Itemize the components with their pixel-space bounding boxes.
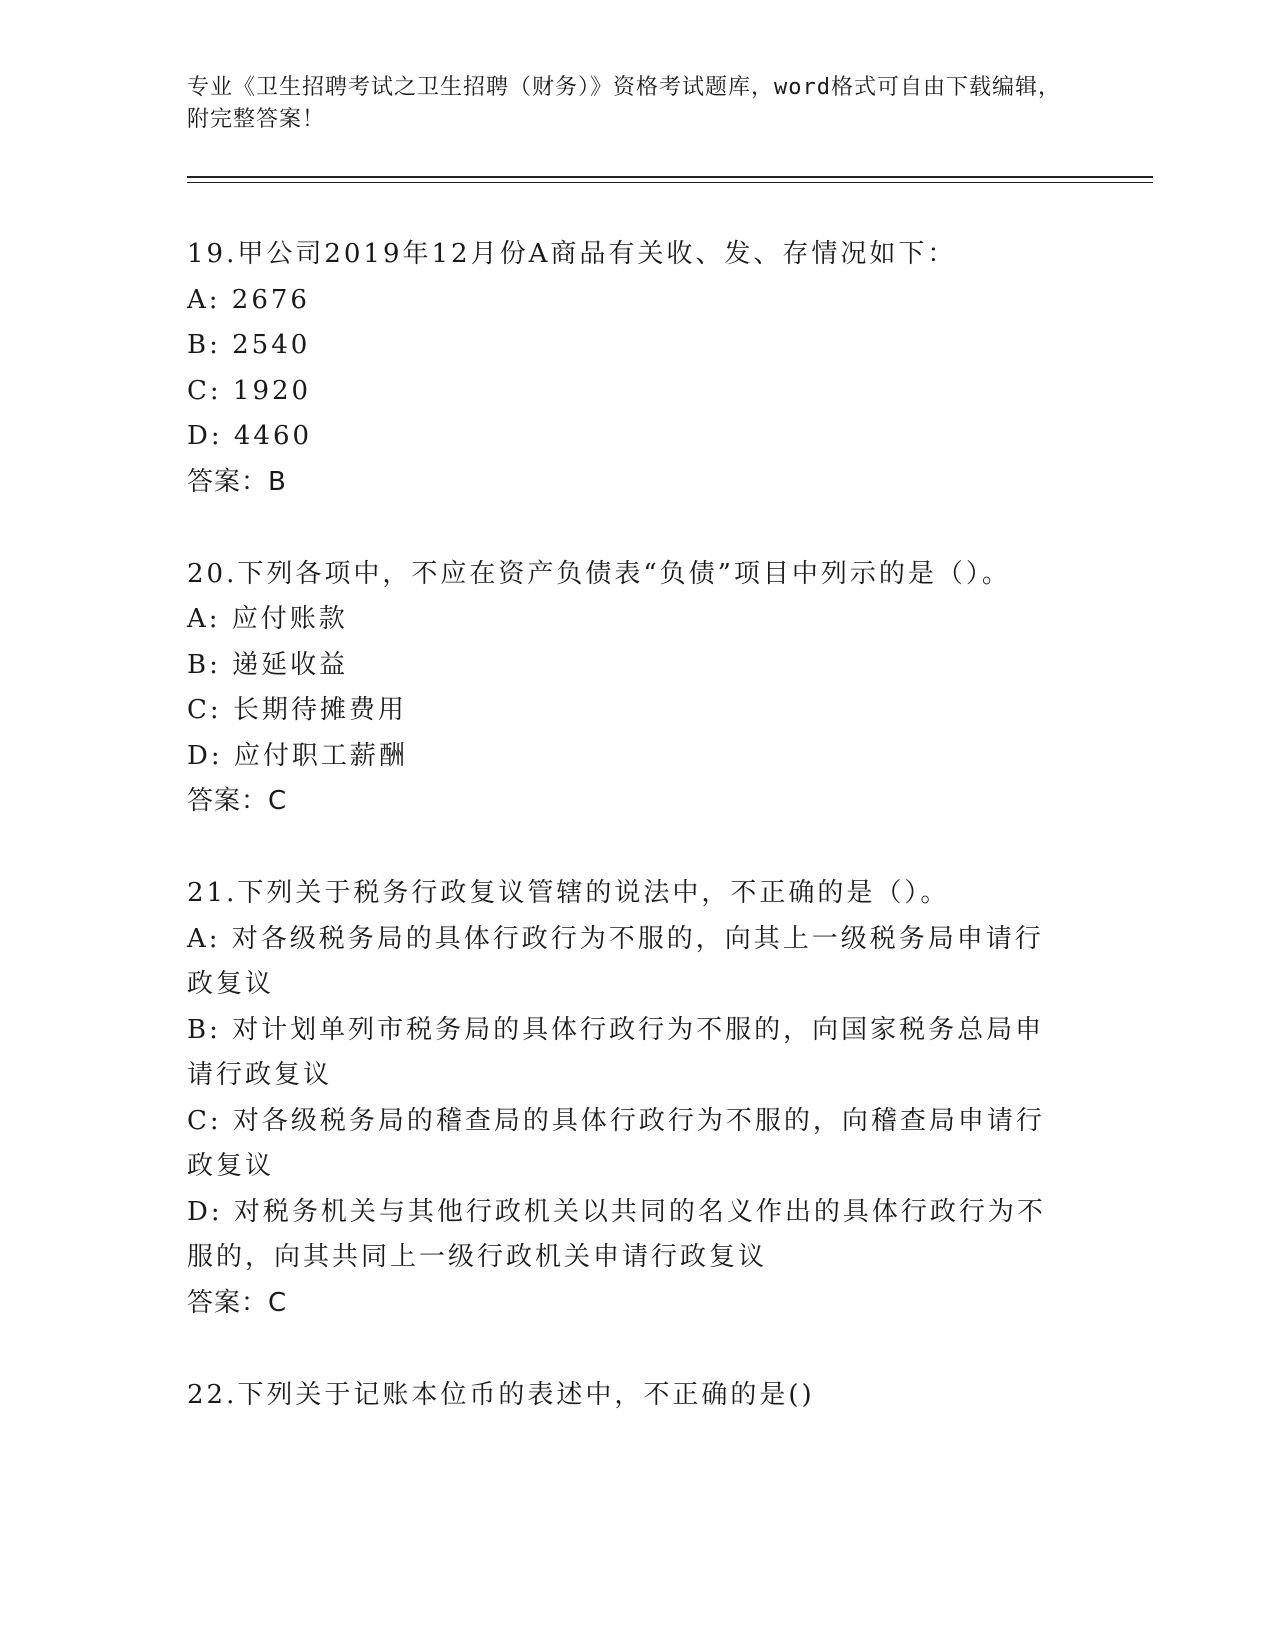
question-stem: 22.下列关于记账本位币的表述中，不正确的是() [187,1379,815,1410]
answer: 答案：B [187,466,287,497]
header-rule-thin [187,182,1153,183]
option-c: C: 长期待摊费用 [187,695,407,725]
option-b: B: 对计划单列市税务局的具体行政行为不服的，向国家税务总局申请行政复议 [187,1014,1045,1090]
question-list [187,232,1067,1465]
question-stem: 19.甲公司2019年12月份A商品有关收、发、存情况如下： [187,239,957,269]
option-a: A: 应付账款 [187,604,348,634]
question-21 [187,871,1067,1326]
option-b: B: 递延收益 [187,649,349,680]
question-22 [187,1373,1067,1419]
header-rule-thick [187,176,1153,178]
option-d: D: 应付职工薪酬 [187,740,408,771]
option-d: D: 4460 [187,421,313,451]
option-b: B: 2540 [187,330,311,360]
question-stem: 21.下列关于税务行政复议管辖的说法中，不正确的是（）。 [187,878,950,908]
option-c: C: 对各级税务局的稽查局的具体行政行为不服的，向稽查局申请行政复议 [187,1105,1045,1181]
answer: 答案：C [187,1287,288,1318]
question-stem: 20.下列各项中，不应在资产负债表“负债”项目中列示的是（）。 [187,558,1011,589]
option-a: A: 对各级税务局的具体行政行为不服的，向其上一级税务局申请行政复议 [187,923,1044,999]
question-19 [187,232,1067,505]
option-a: A: 2676 [187,284,310,315]
option-c: C: 1920 [187,375,312,406]
answer: 答案：C [187,786,288,816]
document-header: 专业《卫生招聘考试之卫生招聘（财务）》资格考试题库，word格式可自由下载编辑，附完整答案！ [187,75,1061,132]
question-20 [187,552,1067,825]
option-d: D: 对税务机关与其他行政机关以共同的名义作出的具体行政行为不服的，向其共同上一级行政机关申请行政复议 [187,1196,1046,1272]
